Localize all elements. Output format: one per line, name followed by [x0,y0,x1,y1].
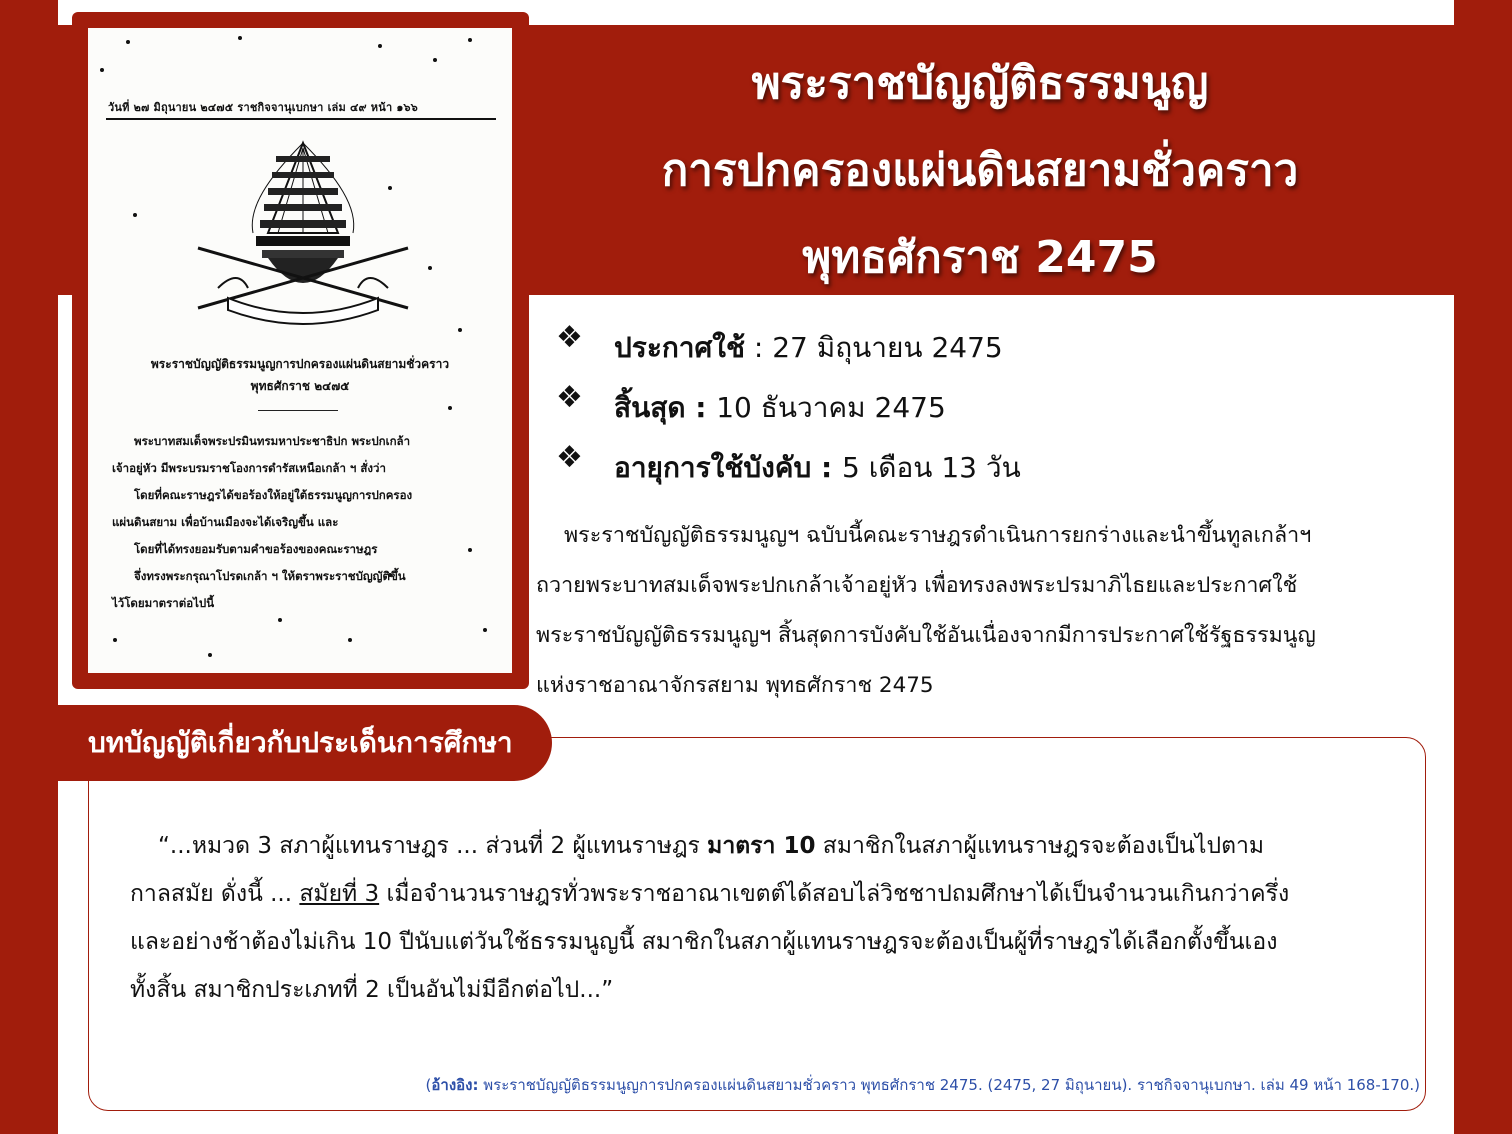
gazette-body-line: ไว้โดยมาตราต่อไปนี้ [112,596,215,610]
quote-text: เมื่อจำนวนราษฎรทั่วพระราชอาณาเขตต์ได้สอบไล่วิชชาปถมศึกษาได้เป็นจำนวนเกินกว่าครึ่ง [379,881,1290,907]
diamond-bullet-icon: ❖ [556,380,583,415]
gazette-title-line-2: พุทธศักราช ๒๔๗๕ [250,379,350,393]
gazette-title-rule [258,410,338,411]
quote-line [130,870,1390,918]
quote-text: กาลสมัย ดั่งนี้ ... [130,881,300,907]
summary-line: ถวายพระบาทสมเด็จพระปกเกล้าเจ้าอยู่หัว เพื่อทรงลงพระปรมาภิไธยและประกาศใช้ [536,573,1298,598]
title-line-2: การปกครองแผ่นดินสยามชั่วคราว [661,145,1299,196]
gazette-body-line: แผ่นดินสยาม เพื่อบ้านเมืองจะได้เจริญขึ้น และ [112,515,339,529]
quote-line: ทั้งสิ้น สมาชิกประเภทที่ 2 เป็นอันไม่มีอีกต่อไป...” [130,977,614,1003]
page-title [540,40,1420,301]
title-line-3: พุทธศักราช 2475 [802,232,1158,283]
gazette-header: วันที่ ๒๗ มิถุนายน ๒๔๗๕ ราชกิจจานุเบกษา เล่ม ๔๙ หน้า ๑๖๖ [108,101,418,114]
summary-paragraph [536,511,1448,711]
reference-citation [426,1073,1420,1097]
reference-label: อ้างอิง: [431,1076,479,1094]
fact-value: 5 เดือน 13 วัน [842,451,1021,484]
diamond-bullet-icon: ❖ [556,440,583,475]
gazette-body [112,428,502,617]
fact-label: สิ้นสุด [614,391,686,424]
diamond-bullet-icon: ❖ [556,320,583,355]
gazette-body-line: พระบาทสมเด็จพระปรมินทรมหาประชาธิปก พระปกเกล้า [134,434,411,448]
gazette-title [88,353,512,397]
quote-line [130,822,1390,870]
fact-value: 10 ธันวาคม 2475 [716,391,946,424]
section-heading-tab: บทบัญญัติเกี่ยวกับประเด็นการศึกษา [58,705,552,781]
gazette-body-line: โดยที่ได้ทรงยอมรับตามคำขอร้องของคณะราษฎร [134,542,378,556]
fact-separator: : [811,451,842,484]
quote-section-number: มาตรา 10 [707,833,816,859]
royal-seal-icon [188,138,418,338]
quote-period-highlight: สมัยที่ 3 [299,881,380,907]
gazette-header-rule [106,118,496,120]
reference-text: พระราชบัญญัติธรรมนูญการปกครองแผ่นดินสยามชั่วคราว พุทธศักราช 2475. (2475, 27 มิถุนายน). ราชกิจจานุเบกษา. เล่ม 49 หน้า 168-170.) [478,1076,1420,1094]
quote-text: สมาชิกในสภาผู้แทนราษฎรจะต้องเป็นไปตาม [815,833,1265,859]
quote-text: “...หมวด 3 สภาผู้แทนราษฎร ... ส่วนที่ 2 ผู้แทนราษฎร [158,833,708,859]
gazette-body-line: จึ่งทรงพระกรุณาโปรดเกล้า ฯ ให้ตราพระราชบัญญัติขึ้น [134,569,406,583]
summary-line: พระราชบัญญัติธรรมนูญฯ สิ้นสุดการบังคับใช้อันเนื่องจากมีการประกาศใช้รัฐธรรมนูญ [536,623,1316,648]
quoted-provision [130,822,1390,1014]
fact-label: อายุการใช้บังคับ [614,451,812,484]
fact-value: 27 มิถุนายน 2475 [772,331,1003,364]
quote-line: และอย่างช้าต้องไม่เกิน 10 ปีนับแต่วันใช้ธรรมนูญนี้ สมาชิกในสภาผู้แทนราษฎรจะต้องเป็นผู้ที่ราษฎรได้เลือกตั้งขึ้นเอง [130,929,1278,955]
gazette-body-line: โดยที่คณะราษฎรได้ขอร้องให้อยู่ใต้ธรรมนูญการปกครอง [134,488,413,502]
gazette-document-image [88,28,512,673]
fact-label: ประกาศใช้ [614,331,745,364]
fact-separator: : [685,391,717,424]
summary-line: แห่งราชอาณาจักรสยาม พุทธศักราช 2475 [536,673,934,698]
title-line-1: พระราชบัญญัติธรรมนูญ [751,58,1209,109]
fact-separator: : [744,331,773,364]
gazette-title-line-1: พระราชบัญญัติธรรมนูญการปกครองแผ่นดินสยามชั่วคราว [150,357,450,371]
gazette-body-line: เจ้าอยู่หัว มีพระบรมราชโองการดำรัสเหนือเกล้า ฯ สั่งว่า [112,461,386,475]
summary-line: พระราชบัญญัติธรรมนูญฯ ฉบับนี้คณะราษฎรดำเนินการยกร่างและนำขึ้นทูลเกล้าฯ [564,523,1312,548]
reference-open: ( [425,1076,432,1094]
